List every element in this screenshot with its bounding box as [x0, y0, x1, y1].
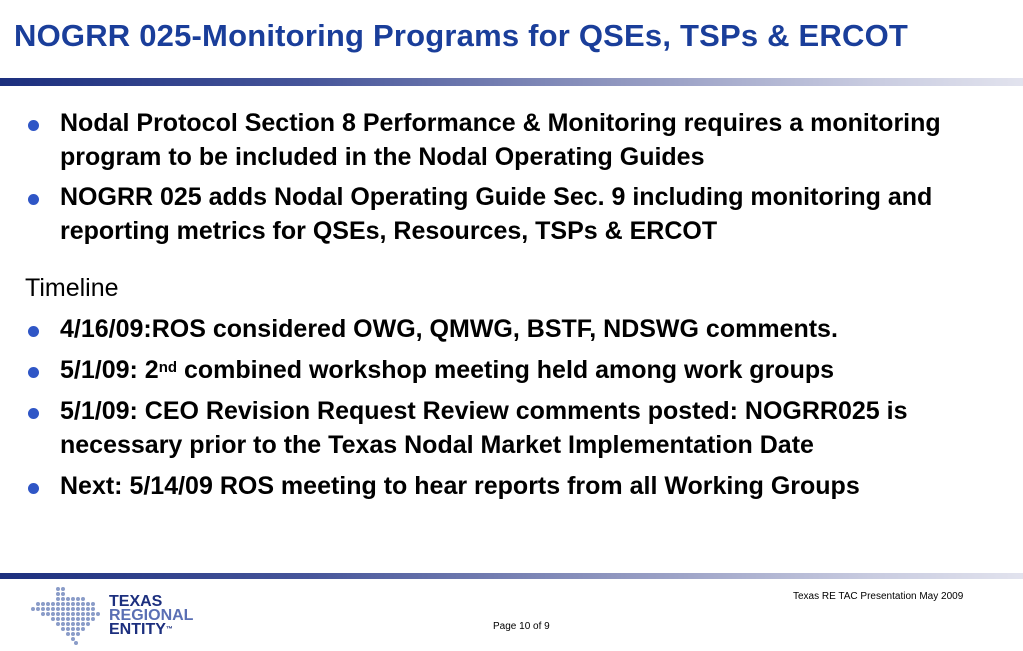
timeline-text: 5/1/09: 2 — [60, 356, 159, 384]
footer-divider — [0, 573, 1023, 579]
bullet-item: NOGRR 025 adds Nodal Operating Guide Sec. 9 including monitoring and reporting metrics for QSEs, Resources, TSPs & ERCOT — [60, 183, 933, 245]
page-number: Page 10 of 9 — [493, 621, 550, 632]
footer-presentation-label: Texas RE TAC Presentation May 2009 — [793, 591, 964, 602]
timeline-item: Next: 5/14/09 ROS meeting to hear reports from all Working Groups — [60, 472, 860, 500]
timeline-heading: Timeline — [25, 274, 119, 302]
bullet-dot — [28, 408, 39, 419]
logo-entity-word: ENTITY — [109, 621, 166, 638]
bullet-dot — [28, 194, 39, 205]
bullet-item: Nodal Protocol Section 8 Performance & Monitoring requires a monitoring program to be included in the Nodal Operating Guides — [60, 109, 941, 171]
bullet-dot — [28, 326, 39, 337]
timeline-item: 4/16/09:ROS considered OWG, QMWG, BSTF, NDSWG comments. — [60, 315, 838, 343]
ordinal-suffix: nd — [158, 359, 178, 376]
timeline-text: combined workshop meeting held among work groups — [177, 356, 835, 384]
title-divider — [0, 78, 1023, 86]
timeline-item: 5/1/09: CEO Revision Request Review comments posted: NOGRR025 is necessary prior to the Texas Nodal Market Implementation Date — [60, 397, 908, 459]
logo-text-regional: REGIONAL — [109, 607, 194, 624]
bullet-dot — [28, 483, 39, 494]
logo-text-entity — [109, 622, 173, 638]
slide-title: NOGRR 025-Monitoring Programs for QSEs, TSPs & ERCOT — [14, 18, 909, 53]
logo-text-texas: TEXAS — [109, 593, 163, 610]
timeline-item — [60, 353, 1010, 387]
bullet-dot — [28, 367, 39, 378]
trademark-mark: ™ — [165, 626, 173, 633]
bullet-dot — [28, 120, 39, 131]
